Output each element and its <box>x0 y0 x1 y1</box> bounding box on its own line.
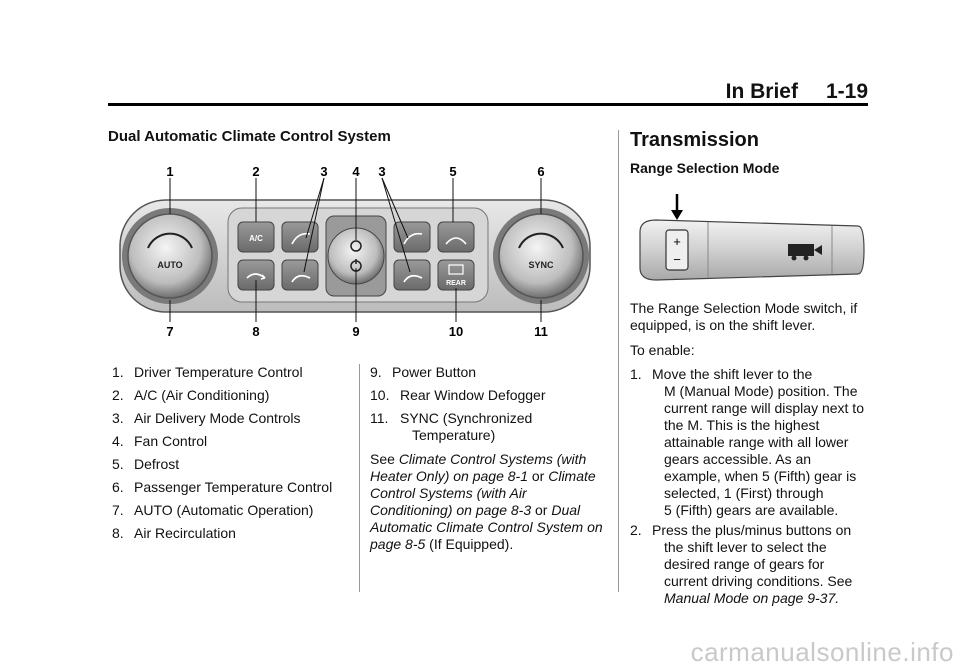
range-selection-heading: Range Selection Mode <box>630 160 780 176</box>
list-item: 1. Driver Temperature Control <box>112 364 303 380</box>
list-item: 2. A/C (Air Conditioning) <box>112 387 270 403</box>
list-item: 6. Passenger Temperature Control <box>112 479 333 495</box>
ac-label: A/C <box>249 234 263 243</box>
see-also-link-2[interactable]: Climate Control Systems (with Air Conditioning) on page 8-3 <box>370 468 596 518</box>
list-item: 9. Power Button <box>370 364 477 380</box>
list-item: 5. Defrost <box>112 456 180 472</box>
callout-11: 11 <box>534 324 548 339</box>
callout-7: 7 <box>166 324 174 339</box>
manual-mode-link[interactable]: Manual Mode on page 9-37. <box>664 590 840 606</box>
callout-5: 5 <box>449 164 457 179</box>
list-item: 11. SYNC (Synchronized Temperature) <box>370 410 533 443</box>
callout-1: 1 <box>166 164 174 179</box>
tow-haul-icon <box>788 244 814 256</box>
callout-8: 8 <box>252 324 260 339</box>
driver-temperature-knob <box>128 214 212 298</box>
shift-lever-illustration <box>636 190 866 290</box>
see-also-link-3[interactable]: Dual Automatic Climate Control System on page 8-5 <box>370 502 603 552</box>
climate-heading: Dual Automatic Climate Control System <box>108 128 391 145</box>
range-selection-intro: The Range Selection Mode switch, if equipped, is on the shift lever. <box>630 300 858 333</box>
passenger-temperature-knob <box>499 214 583 298</box>
callout-10: 10 <box>448 324 464 339</box>
see-also-paragraph: See Climate Control Systems (with Heater Only) on page 8-1 or Climate Control Systems (with Air Conditioning) on page 8-3 or Dual Automatic Climate Control System on page 8-5 (If Equipped). <box>370 451 603 552</box>
mode-button-lower-left <box>282 260 318 290</box>
pointer-arrow-head <box>671 210 683 220</box>
list-item: 8. Air Recirculation <box>112 525 236 541</box>
step-2: 2. Press the plus/minus buttons on the shift lever to select the desired range of gears for current driving conditions. See Manual Mode on page 9-37. <box>630 522 853 606</box>
auto-label: AUTO <box>157 260 183 270</box>
see-also-link-1[interactable]: Climate Control Systems (with Heater Only) on page 8-1 <box>370 451 587 484</box>
step-1: 1. Move the shift lever to the M (Manual Mode) position. The current range will display next to the M. This is the highest attainable range with all lower gears accessible. As an example, when 5 (Fifth) gear is selected, 1 (First) through 5 (Fifth) gears are available. <box>630 366 864 518</box>
header-rule <box>108 103 868 106</box>
page-number: 1-19 <box>825 80 868 103</box>
plus-symbol: + <box>673 234 681 249</box>
legend-list-left <box>112 364 352 548</box>
transmission-heading: Transmission <box>630 129 759 151</box>
callout-9: 9 <box>352 324 360 339</box>
minus-symbol: − <box>673 252 681 267</box>
list-item: 4. Fan Control <box>112 433 208 449</box>
rear-label: REAR <box>446 280 466 287</box>
column-divider-right <box>618 130 619 592</box>
mode-button-upper-left <box>282 222 318 252</box>
section-title: In Brief <box>725 80 798 103</box>
legend-list-right <box>370 364 610 450</box>
to-enable-label: To enable: <box>630 342 695 358</box>
defrost-button <box>438 222 474 252</box>
column-divider-left <box>359 364 360 592</box>
mode-button-lower-right <box>394 260 430 290</box>
callout-3-right: 3 <box>378 164 386 179</box>
list-item: 3. Air Delivery Mode Controls <box>112 410 301 426</box>
list-item: 7. AUTO (Automatic Operation) <box>112 502 314 518</box>
callout-3-left: 3 <box>320 164 328 179</box>
callout-6: 6 <box>537 164 545 179</box>
climate-control-illustration <box>108 160 603 345</box>
callout-2: 2 <box>252 164 260 179</box>
callout-4: 4 <box>352 164 360 179</box>
page-header <box>698 80 868 104</box>
sync-label: SYNC <box>528 260 554 270</box>
watermark: carmanualsonline.info <box>690 637 954 667</box>
list-item: 10. Rear Window Defogger <box>370 387 546 403</box>
